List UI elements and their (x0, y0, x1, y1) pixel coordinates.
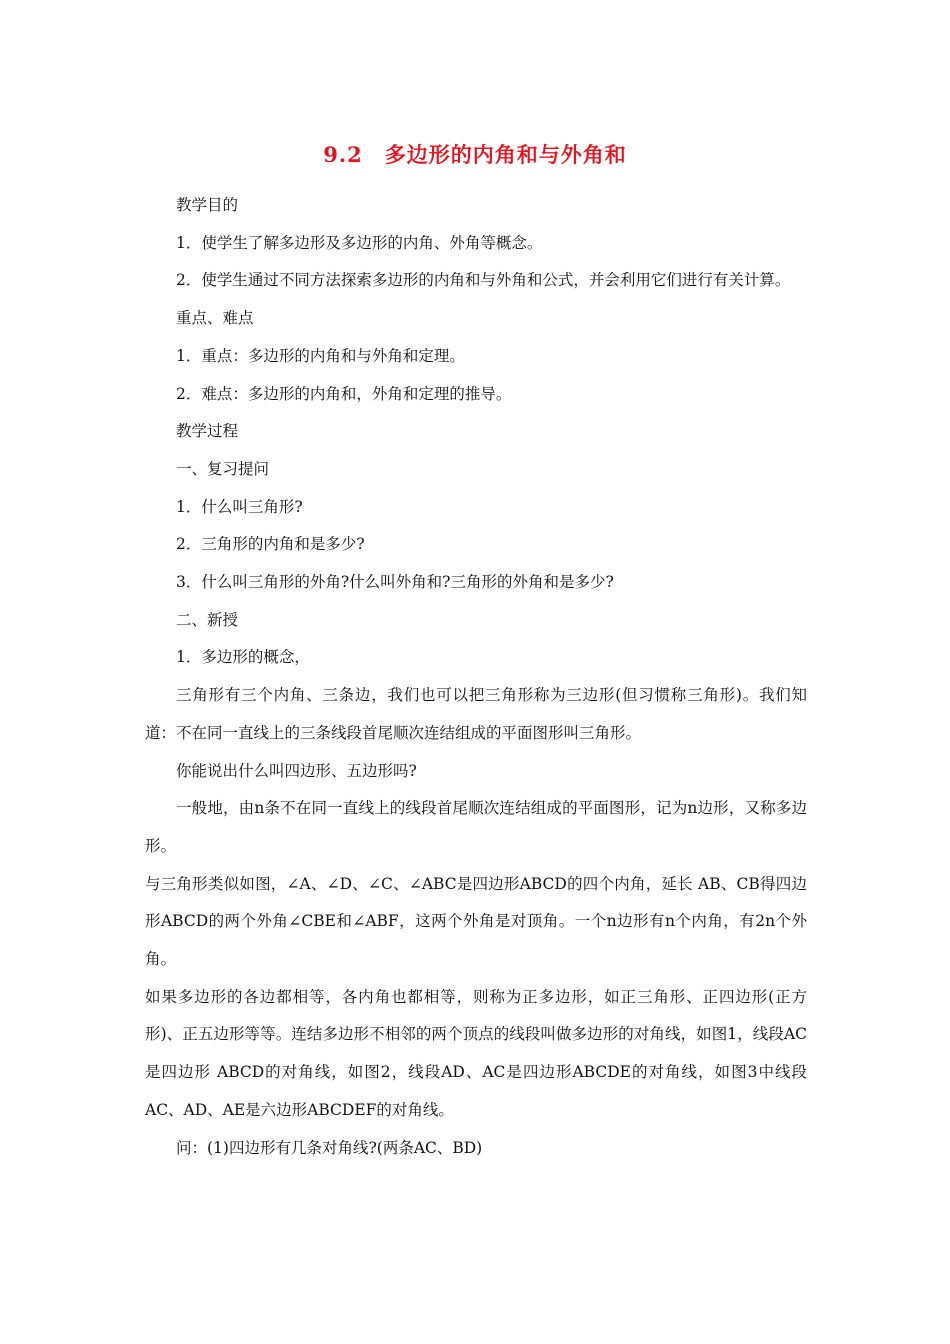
heading-teaching-goals: 教学目的 (176, 196, 239, 214)
document-title: 9.2 多边形的内角和与外角和 (323, 142, 627, 167)
review-question-2: 2．三角形的内角和是多少? (176, 535, 365, 554)
paragraph-question: 你能说出什么叫四边形、五边形吗? (176, 761, 417, 780)
heading-teaching-process: 教学过程 (176, 422, 239, 441)
document-body (145, 187, 807, 1167)
paragraph-triangle: 三角形有三个内角、三条边，我们也可以把三角形称为三边形(但习惯称三角形)。我们知道：不在同一直线上的三条线段首尾顺次连结组成的平面图形叫三角形。 (145, 686, 807, 742)
goal-item-1: 1．使学生了解多边形及多边形的内角、外角等概念。 (176, 233, 543, 252)
paragraph-diagonal-question: 问：(1)四边形有几条对角线?(两条AC、BD) (176, 1138, 483, 1157)
section-new-lesson: 二、新授 (176, 610, 239, 629)
paragraph-regular-polygon: 如果多边形的各边都相等，各内角也都相等，则称为正多边形，如正三角形、正四边形(正方形)、正五边形等等。连结多边形不相邻的两个顶点的线段叫做多边形的对角线，如图1，线段AC是四边形 ABCD的对角线，如图2，线段AD、AC是四边形ABCDE的对角线，如图3中线段AC、AD、AE是六边形ABCDEF的对角线。 (145, 987, 807, 1119)
key-point-2: 2．难点：多边形的内角和，外角和定理的推导。 (176, 384, 512, 403)
heading-key-points: 重点、难点 (176, 309, 254, 328)
subsection-polygon-concept: 1．多边形的概念， (176, 648, 310, 667)
paragraph-n-gon: 一般地，由n条不在同一直线上的线段首尾顺次连结组成的平面图形，记为n边形，又称多边形。 (145, 799, 807, 855)
section-review: 一、复习提问 (176, 459, 270, 478)
review-question-1: 1．什么叫三角形? (176, 497, 303, 516)
goal-item-2: 2．使学生通过不同方法探索多边形的内角和与外角和公式，并会利用它们进行有关计算。 (176, 271, 791, 290)
paragraph-angles: 与三角形类似如图，∠A、∠D、∠C、∠ABC是四边形ABCD的四个内角，延长 AB、CB得四边形ABCD的两个外角∠CBE和∠ABF，这两个外角是对顶角。一个n边形有n个内角，有2n个外角。 (145, 874, 807, 969)
key-point-1: 1．重点：多边形的内角和与外角和定理。 (176, 346, 465, 365)
review-question-3: 3．什么叫三角形的外角?什么叫外角和?三角形的外角和是多少? (176, 573, 614, 592)
